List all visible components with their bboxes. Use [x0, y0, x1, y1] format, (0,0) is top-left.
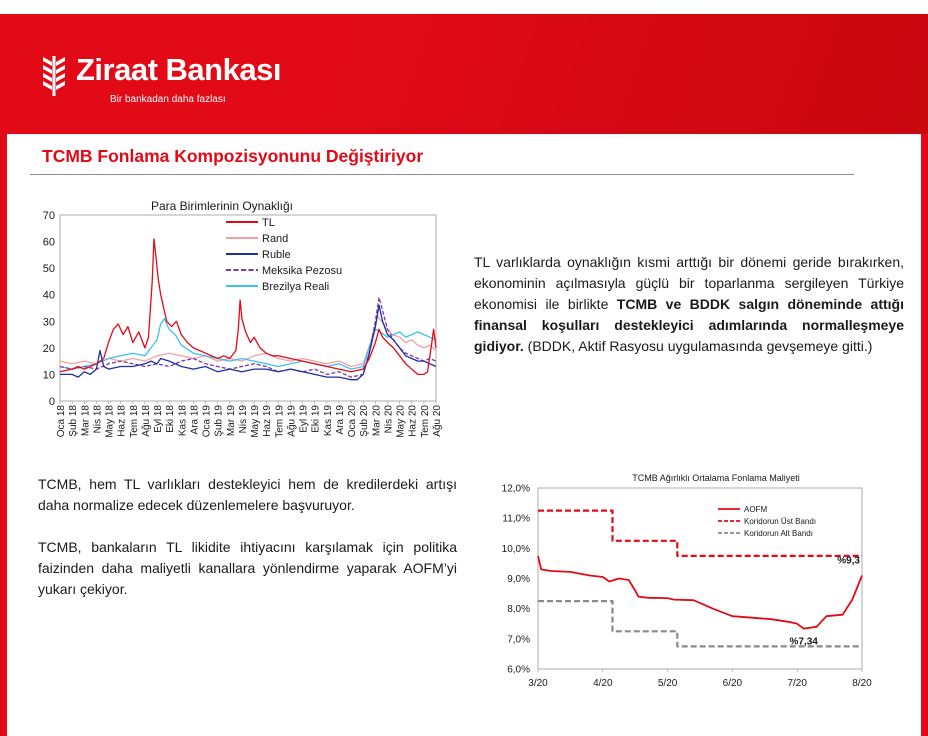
y-tick-label: 7,0%: [507, 634, 530, 646]
x-tick-label: Mar 18: [80, 405, 92, 437]
y-tick-label: 30: [42, 316, 55, 329]
y-tick-label: 0: [48, 396, 55, 408]
title-divider: [30, 174, 854, 175]
x-tick-label: May 20: [395, 405, 407, 438]
legend-label: Meksika Pezosu: [262, 265, 343, 277]
x-tick-label: Şub 19: [213, 405, 225, 437]
paragraph-text: TL varlıklarda oynaklığın kısmi arttığı bir dönemi geride bırakırken, ekonominin açılmasıyla güçlü bir toparlanma sergileyen Türkiye ekonomisi ile birlikte: [474, 254, 904, 312]
y-tick-label: 12,0%: [501, 483, 530, 495]
y-tick-label: 6,0%: [507, 664, 530, 676]
paragraph-bold-text: TCMB ve BDDK salgın döneminde attığı finansal koşulları destekleyici adımlarında normalleşmeye gidiyor.: [474, 296, 904, 354]
x-tick-label: Oca 20: [347, 405, 359, 438]
x-tick-label: Nis 20: [383, 405, 395, 434]
y-tick-label: 50: [42, 263, 55, 276]
legend-label: Ruble: [262, 249, 291, 261]
legend-label: AOFM: [744, 505, 768, 514]
brand-tagline: Bir bankadan daha fazlası: [110, 94, 226, 105]
x-tick-label: Ara 18: [189, 405, 201, 435]
x-tick-label: Oca 18: [56, 405, 67, 438]
paragraph-aofm: TCMB, bankaların TL likidite ihtiyacını karşılamak için politika faizinden daha maliyetli kanallara yönlendirme yaparak AOFM’yi yukarı çekiyor.: [38, 539, 457, 597]
x-tick-label: 5/20: [657, 678, 678, 689]
x-tick-label: 4/20: [593, 678, 613, 689]
x-tick-label: Ara 19: [334, 405, 346, 435]
chart-title: TCMB Ağırlıklı Ortalama Fonlama Maliyeti: [632, 473, 800, 483]
x-tick-label: Eyl 18: [153, 405, 165, 433]
x-tick-label: Mar 20: [371, 405, 383, 437]
x-tick-label: Ağu 19: [286, 405, 298, 437]
y-tick-label: 40: [42, 289, 55, 302]
legend-label: Brezilya Reali: [262, 281, 330, 293]
annotation-label: %7,34: [789, 636, 818, 648]
y-tick-label: 10,0%: [501, 543, 530, 555]
x-tick-label: Tem 18: [128, 405, 140, 438]
paragraph-tl-assets: TCMB, hem TL varlıkları destekleyici hem de kredilerdeki artışı daha normalize edecek düzenlemelere başvuruyor.: [38, 476, 457, 513]
legend-label: Rand: [262, 233, 289, 245]
x-tick-label: Oca 19: [201, 405, 213, 438]
x-tick-label: Nis 19: [237, 405, 249, 434]
x-tick-label: Şub 20: [359, 405, 371, 437]
paragraph-tcmb-bddk: [474, 252, 904, 357]
x-tick-label: May 18: [104, 405, 116, 438]
legend-label: TL: [262, 217, 275, 229]
legend-label: Koridorun Alt Bandı: [744, 529, 813, 538]
brand-logo: [40, 52, 300, 116]
ziraat-wheat-icon: [40, 54, 68, 98]
annotation-label: %9,3: [837, 555, 860, 567]
volatility-chart: [30, 193, 448, 450]
x-tick-label: Haz 18: [116, 405, 128, 437]
series-line-rand: [60, 316, 436, 367]
y-tick-label: 60: [42, 236, 55, 249]
x-tick-label: 8/20: [852, 678, 872, 689]
series-line-aofm: [538, 556, 862, 629]
y-tick-label: 8,0%: [507, 604, 530, 616]
x-tick-label: Mar 19: [225, 405, 237, 437]
x-tick-label: Kas 18: [177, 405, 189, 437]
header-shade: [300, 14, 928, 134]
x-tick-label: Şub 18: [68, 405, 80, 437]
x-tick-label: Kas 19: [322, 405, 334, 437]
series-line-ruble: [60, 305, 436, 379]
x-tick-label: Tem 20: [419, 405, 431, 438]
x-tick-label: 3/20: [528, 678, 548, 689]
y-tick-label: 70: [42, 210, 55, 222]
x-tick-label: Eki 19: [310, 405, 322, 433]
page-title: TCMB Fonlama Kompozisyonunu Değiştiriyor: [42, 146, 424, 166]
x-tick-label: Haz 20: [407, 405, 419, 437]
y-tick-label: 10: [42, 369, 55, 382]
y-tick-label: 9,0%: [507, 574, 530, 585]
x-tick-label: May 19: [250, 405, 262, 438]
x-tick-label: Eyl 19: [298, 405, 310, 433]
x-tick-label: Ağu 18: [140, 405, 152, 437]
x-tick-label: Haz 19: [262, 405, 274, 437]
x-tick-label: Eki 18: [165, 405, 177, 433]
x-tick-label: 6/20: [722, 678, 743, 689]
x-tick-label: Tem 19: [274, 405, 286, 438]
y-tick-label: 11,0%: [502, 513, 530, 525]
x-tick-label: 7/20: [787, 678, 807, 689]
funding-cost-chart: [490, 466, 882, 690]
x-tick-label: Nis 18: [92, 405, 104, 434]
y-tick-label: 20: [42, 342, 55, 355]
brand-name: Ziraat Bankası: [76, 52, 281, 87]
legend-label: Koridorun Üst Bandı: [744, 517, 817, 526]
chart-title: Para Birimlerinin Oynaklığı: [150, 199, 294, 213]
x-tick-label: Ağu 20: [432, 405, 443, 437]
paragraph-text-end: (BDDK, Aktif Rasyosu uygulamasında gevşemeye gitti.): [523, 338, 873, 354]
